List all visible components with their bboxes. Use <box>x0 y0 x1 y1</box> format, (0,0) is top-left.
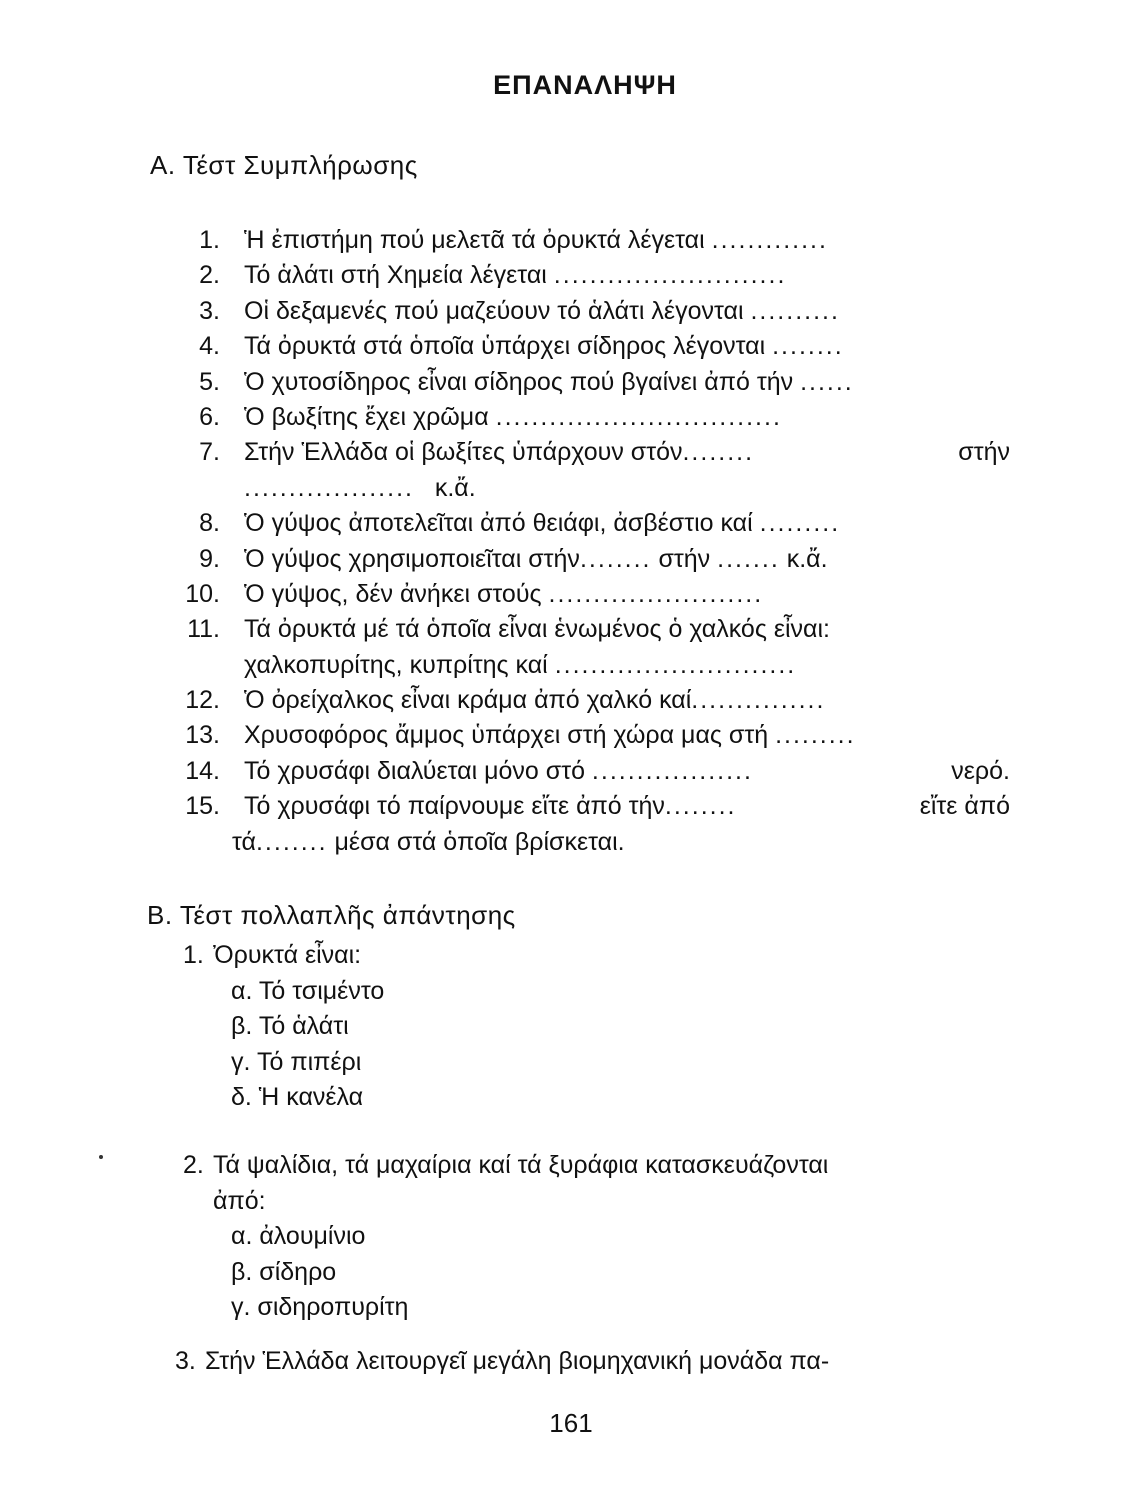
item-text: Χρυσοφόρος ἄμμος ὑπάρχει στή χώρα μας στή <box>244 721 769 750</box>
scan-speck <box>99 1155 103 1159</box>
blank-dots: ........ <box>579 544 652 573</box>
fill-item-continued <box>188 825 1010 860</box>
blank-dots: ......... <box>759 509 841 538</box>
fill-item-continued <box>188 471 1010 506</box>
blank-dots: ...... <box>800 367 854 396</box>
item-number: 1. <box>199 226 220 254</box>
fill-item <box>185 683 1010 718</box>
item-number: 10. <box>185 579 220 608</box>
fill-item <box>188 542 1010 577</box>
item-text: Ὁ ὀρείχαλκος εἶναι κράμα ἀπό χαλκό καί <box>244 686 692 715</box>
question-text: Τά ψαλίδια, τά μαχαίρια καί τά ξυράφια κατασκευάζονται <box>213 1151 829 1179</box>
item-text: Ὁ γύψος ἀποτελεῖται ἀπό θειάφι, ἀσβέστιο καί <box>244 509 753 538</box>
blank-dots: .......... <box>750 296 840 325</box>
blank-dots: .................. <box>591 756 753 785</box>
page-title: ΕΠΑΝΑΛΗΨΗ <box>493 70 677 100</box>
item-text: Τό χρυσάφι διαλύεται μόνο στό <box>244 756 585 785</box>
fill-item-continued <box>188 648 1010 683</box>
blank-dots: ......... <box>775 721 856 750</box>
fill-in-list <box>185 223 1010 860</box>
item-text-tail: εἴτε ἀπό <box>919 792 1010 821</box>
answer-option: γ. σιδηροπυρίτη <box>231 1293 409 1321</box>
item-text: τά <box>232 827 256 856</box>
item-text: Ὁ γύψος χρησιμοποιεῖται στήν <box>244 544 580 573</box>
blank-dots: ........ <box>664 792 737 821</box>
item-text: Τά ὀρυκτά μέ τά ὁποῖα εἶναι ἑνωμένος ὁ χαλκός εἶναι: <box>244 615 830 644</box>
fill-item <box>188 400 1010 435</box>
item-text: Ὁ χυτοσίδηρος εἶναι σίδηρος πού βγαίνει ἀπό τήν <box>244 367 794 396</box>
question-number: 1. <box>183 941 204 969</box>
fill-item <box>188 329 1010 364</box>
item-text-tail: νερό. <box>951 756 1010 785</box>
fill-item <box>188 612 1010 647</box>
answer-option: β. σίδηρο <box>231 1257 337 1286</box>
fill-item <box>185 754 1010 789</box>
item-number: 2. <box>199 261 220 290</box>
item-text: Στήν Ἑλλάδα οἱ βωξίτες ὑπάρχουν στόν <box>244 438 683 467</box>
blank-dots: ........ <box>772 332 844 361</box>
item-text: Ἡ ἐπιστήμη πού μελετᾶ τά ὀρυκτά λέγεται <box>244 226 705 254</box>
question-number: 2. <box>183 1151 204 1179</box>
fill-item <box>188 258 1010 293</box>
blank-dots: ........ <box>255 827 328 856</box>
item-text-mid: στήν <box>658 544 711 573</box>
multiple-choice-question-1 <box>183 938 384 1116</box>
page-number: 161 <box>549 1408 593 1438</box>
section-a-heading: Α. Τέστ Συμπλήρωσης <box>150 150 418 180</box>
item-number: 7. <box>199 438 220 467</box>
answer-option: γ. Τό πιπέρι <box>231 1047 362 1076</box>
blank-dots: ....... <box>717 544 780 573</box>
fill-item <box>185 718 1010 753</box>
fill-item <box>188 294 1010 329</box>
item-text: Οἱ δεξαμενές πού μαζεύουν τό ἁλάτι λέγονται <box>244 296 744 325</box>
fill-item <box>188 365 1010 400</box>
item-text-tail: μέσα στά ὁποῖα βρίσκεται. <box>334 827 625 856</box>
blank-dots: ........................ <box>548 579 764 608</box>
answer-option: β. Τό ἁλάτι <box>231 1012 349 1040</box>
item-text: Τό ἁλάτι στή Χημεία λέγεται <box>244 261 547 290</box>
question-text: Ὀρυκτά εἶναι: <box>213 941 362 969</box>
blank-dots: ............... <box>691 686 826 715</box>
answer-option: δ. Ἡ κανέλα <box>231 1083 364 1111</box>
fill-item <box>188 223 1010 258</box>
item-text: χαλκοπυρίτης, κυπρίτης καί <box>244 650 548 679</box>
item-text-tail: στήν <box>958 438 1010 467</box>
answer-option: α. Τό τσιμέντο <box>231 976 385 1005</box>
blank-dots: ............. <box>711 226 828 254</box>
item-number: 4. <box>199 332 220 361</box>
fill-item <box>185 577 1010 612</box>
fill-item <box>185 789 1010 824</box>
question-number: 3. <box>175 1347 196 1375</box>
item-number: 15. <box>185 792 220 821</box>
item-text: Τά ὀρυκτά στά ὁποῖα ὑπάρχει σίδηρος λέγονται <box>244 332 766 361</box>
blank-dots: ................... <box>244 473 414 502</box>
fill-item <box>188 506 1010 541</box>
blank-dots: ........................... <box>554 650 797 679</box>
multiple-choice-question-2 <box>183 1148 1013 1326</box>
answer-option: α. ἀλουμίνιο <box>231 1222 366 1250</box>
item-text-tail: κ.ἄ. <box>434 473 476 502</box>
item-number: 8. <box>199 509 220 538</box>
item-number: 6. <box>199 402 220 431</box>
item-text: Ὁ βωξίτης ἔχει χρῶμα <box>244 402 489 431</box>
item-text-tail: κ.ἄ. <box>786 544 828 573</box>
item-text: Ὁ γύψος, δέν ἀνήκει στούς <box>244 579 542 608</box>
multiple-choice-question-3 <box>175 1344 1015 1380</box>
item-number: 14. <box>185 756 220 785</box>
section-b-heading: Β. Τέστ πολλαπλῆς ἀπάντησης <box>147 900 516 930</box>
item-number: 5. <box>199 367 220 396</box>
question-text-continued: ἀπό: <box>213 1186 266 1215</box>
blank-dots: .......................... <box>553 261 787 290</box>
blank-dots: ................................ <box>495 402 782 431</box>
item-number: 11. <box>187 615 220 644</box>
item-number: 3. <box>199 296 220 325</box>
item-number: 13. <box>185 721 220 750</box>
fill-item <box>188 435 1010 470</box>
blank-dots: ........ <box>682 438 755 467</box>
item-number: 12. <box>185 686 220 715</box>
item-text: Τό χρυσάφι τό παίρνουμε εἴτε ἀπό τήν <box>244 792 665 821</box>
question-text: Στήν Ἑλλάδα λειτουργεῖ μεγάλη βιομηχανική μονάδα πα- <box>205 1347 830 1375</box>
item-number: 9. <box>199 544 220 573</box>
